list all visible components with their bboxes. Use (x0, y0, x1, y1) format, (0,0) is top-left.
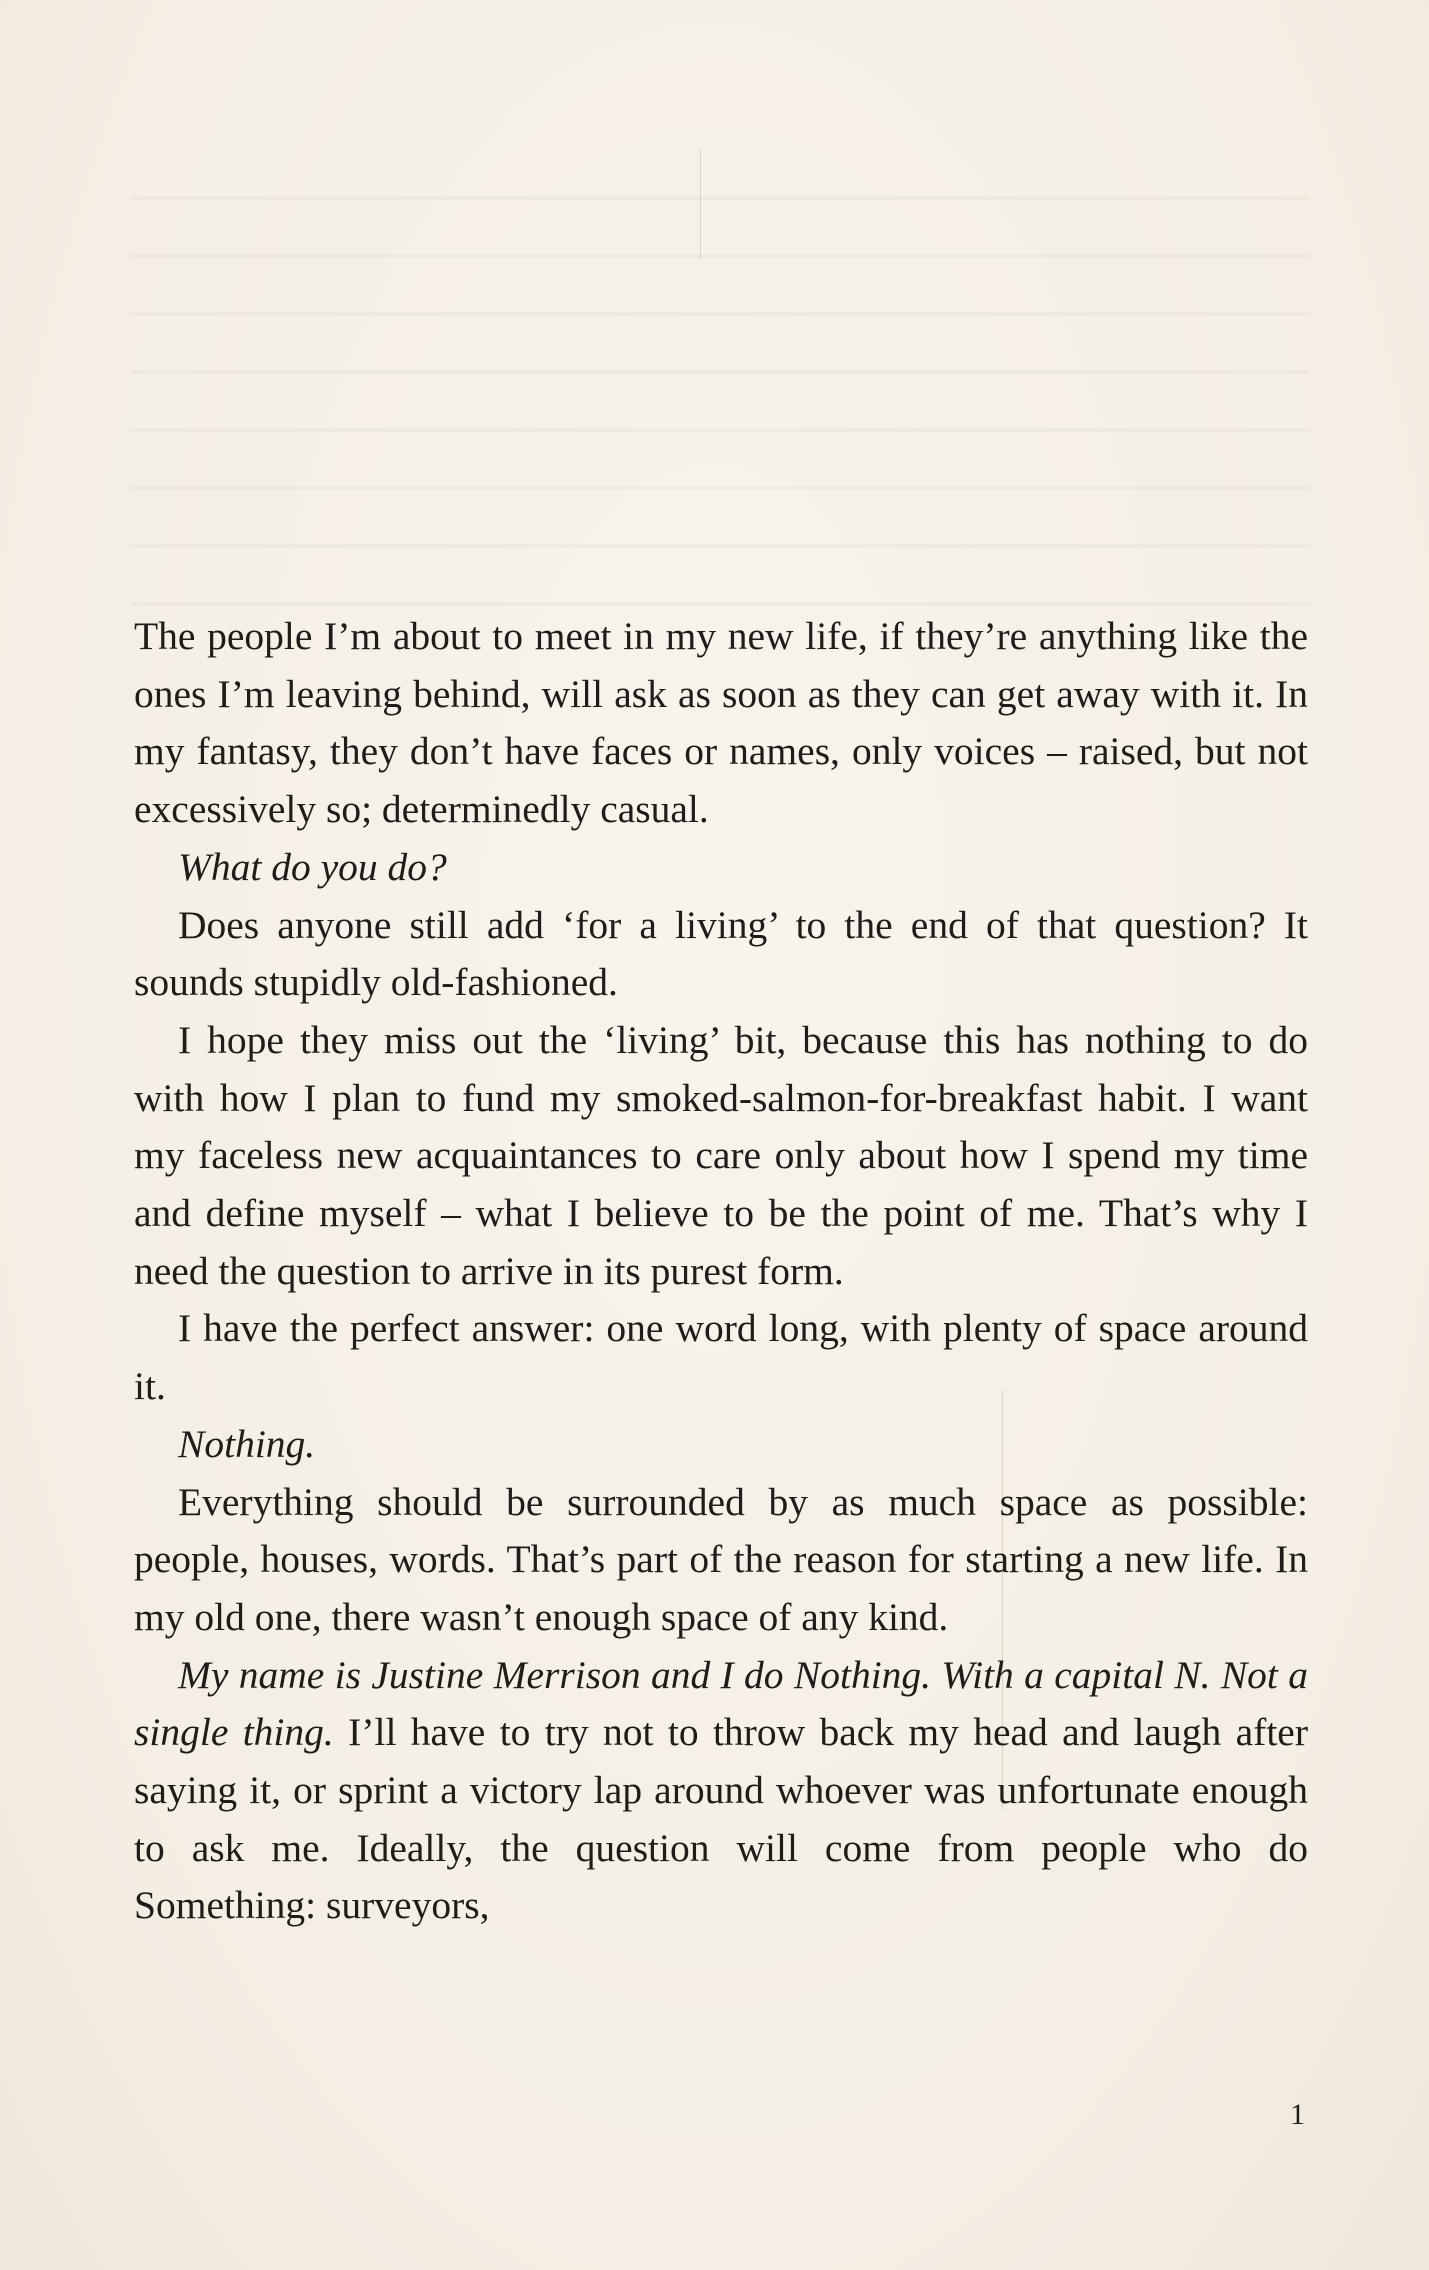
italic-text: What do you do? (178, 844, 447, 889)
text-run: Does anyone still add ‘for a living’ to the end of that question? It sounds stupidly old-fashioned. (134, 902, 1308, 1005)
paragraph (134, 1300, 1308, 1415)
page-crease (700, 150, 701, 260)
text-run: I’ll have to try not to throw back my head and laugh after saying it, or sprint a victory lap around whoever was unfortunate enough to ask me. Ideally, the question will come from people who do Something: surveyors, (134, 1710, 1308, 1928)
paragraph (134, 1012, 1308, 1301)
paragraph (134, 1416, 1308, 1474)
paragraph (134, 608, 1308, 839)
show-through-text (130, 150, 1310, 630)
text-run: I have the perfect answer: one word long, with plenty of space around it. (134, 1306, 1308, 1409)
italic-text: Nothing. (178, 1421, 316, 1466)
text-run: The people I’m about to meet in my new life, if they’re anything like the ones I’m leaving behind, will ask as soon as they can get away with it. In my fantasy, they don’t have faces or names, only voices – raised, but not excessively so; determinedly casual. (134, 614, 1308, 832)
paragraph (134, 1647, 1308, 1936)
page-number: 1 (1290, 2098, 1306, 2131)
text-run: I hope they miss out the ‘living’ bit, because this has nothing to do with how I plan to fund my smoked-salmon-for-breakfast habit. I want my faceless new acquaintances to care only about how I spend my time and define myself – what I believe to be the point of me. That’s why I need the question to arrive in its purest form. (134, 1017, 1308, 1293)
body-text (134, 608, 1308, 1935)
text-run: Everything should be surrounded by as much space as possible: people, houses, words. That’s part of the reason for starting a new life. In my old one, there wasn’t enough space of any kind. (134, 1479, 1308, 1639)
paragraph (134, 1474, 1308, 1647)
paragraph (134, 839, 1308, 897)
paragraph (134, 897, 1308, 1012)
italic-text: My name is Justine Merrison and I do Nothing. With a capital N. Not a single thing. (134, 1652, 1308, 1755)
